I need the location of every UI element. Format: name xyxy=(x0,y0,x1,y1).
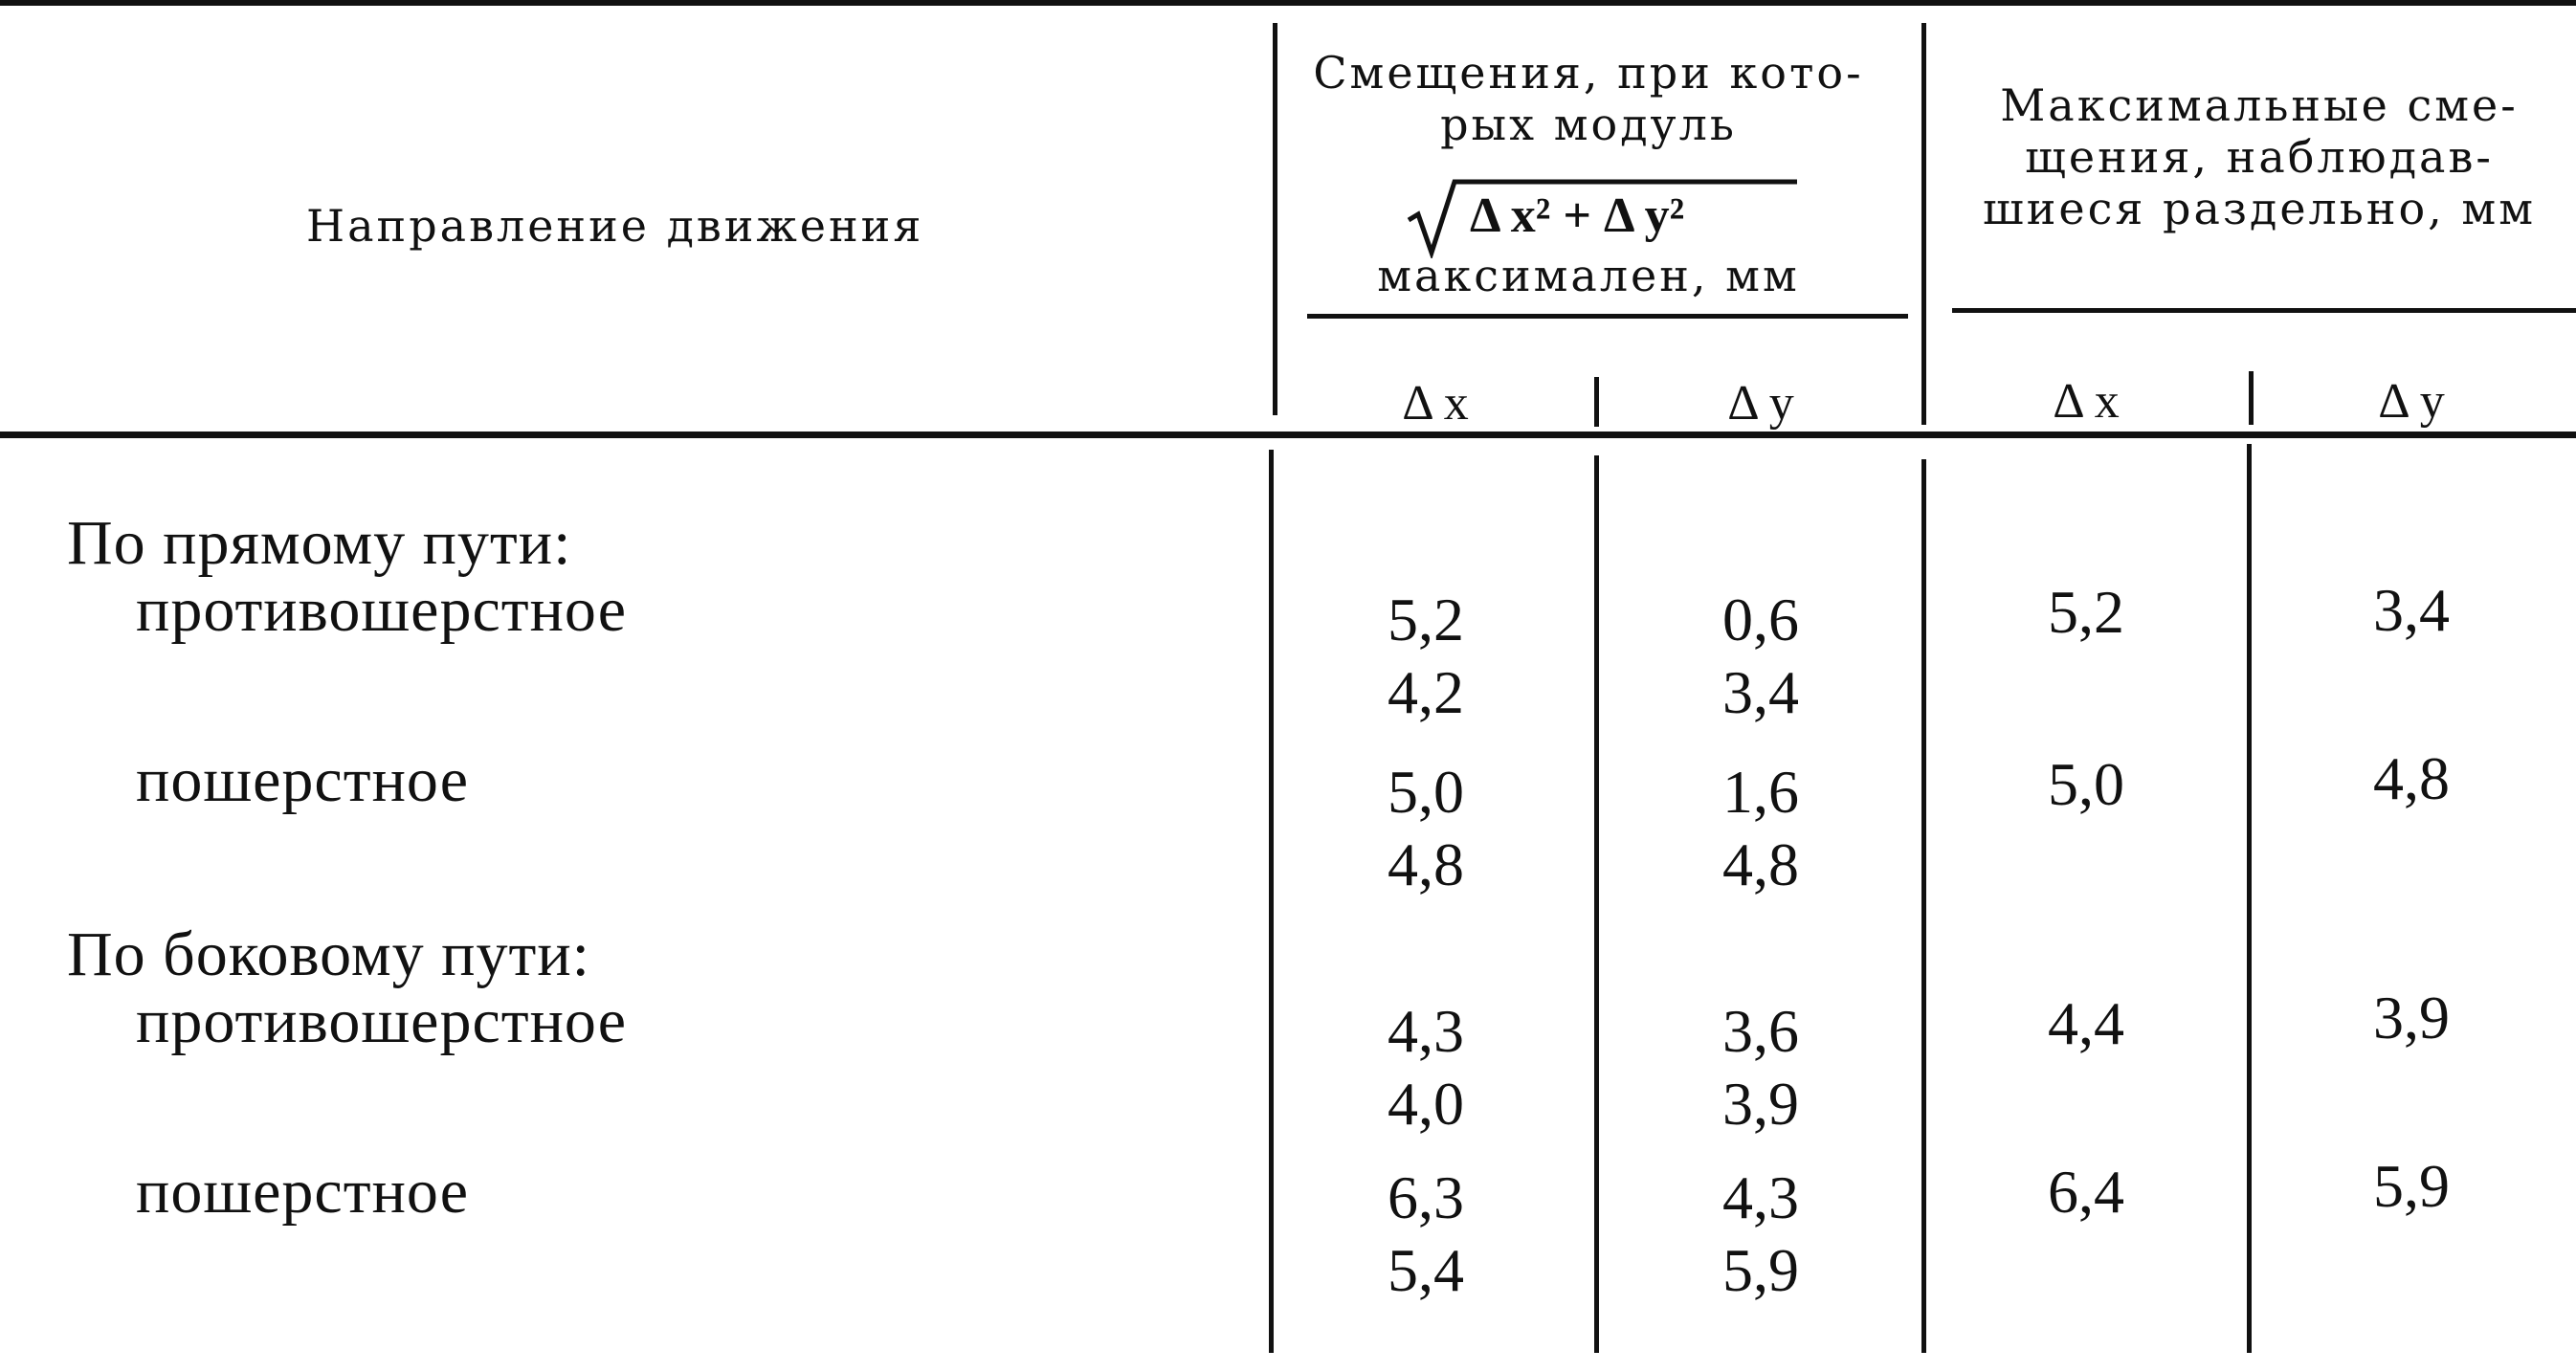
group2-header-line3: шиеся раздельно, мм xyxy=(1983,183,2536,234)
cell-max-dy: 3,9 xyxy=(2373,984,2450,1051)
row-label-side-along: пошерстное xyxy=(136,1157,469,1227)
cell-dy: 1,6 4,8 xyxy=(1722,758,1799,898)
body-divider-4 xyxy=(2247,444,2252,1353)
body-divider-1 xyxy=(1269,450,1274,1353)
cell-dy: 0,6 3,4 xyxy=(1722,586,1799,726)
cell-max-dx: 4,4 xyxy=(2048,989,2124,1057)
formula-expression: Δ x² + Δ y² xyxy=(1470,188,1685,243)
col-header-dy-1: Δ y xyxy=(1727,376,1794,431)
col-header-dx-1: Δ x xyxy=(1402,376,1469,431)
group1-header-tail: максимален, мм xyxy=(1377,250,1800,301)
group2-header-line2: щения, наблюдав- xyxy=(2025,131,2494,183)
cell-dx: 5,0 4,8 xyxy=(1388,758,1464,898)
cell-dx: 5,2 4,2 xyxy=(1388,586,1464,726)
cell-dx: 6,3 5,4 xyxy=(1388,1163,1464,1304)
cell-max-dy: 3,4 xyxy=(2373,576,2450,644)
cell-max-dy: 4,8 xyxy=(2373,744,2450,812)
col-header-dx-2: Δ x xyxy=(2053,374,2120,429)
cell-max-dy: 5,9 xyxy=(2373,1152,2450,1220)
direction-header: Направление движения xyxy=(306,200,924,252)
header-bottom-rule xyxy=(0,432,2576,438)
cell-dy: 3,6 3,9 xyxy=(1722,997,1799,1138)
header-divider-4 xyxy=(2249,371,2254,425)
group1-header-line1: Смещения, при кото- xyxy=(1313,47,1864,99)
row-label-straight: По прямому пути: xyxy=(67,508,572,578)
col-header-dy-2: Δ y xyxy=(2378,374,2445,429)
header-divider-3 xyxy=(1594,377,1599,427)
group2-underline xyxy=(1952,308,2576,313)
group2-header-line1: Максимальные сме- xyxy=(2000,79,2519,131)
row-label-side: По боковому пути: xyxy=(67,919,590,989)
cell-max-dx: 6,4 xyxy=(2048,1158,2124,1226)
cell-dy: 4,3 5,9 xyxy=(1722,1163,1799,1304)
top-rule xyxy=(0,0,2576,6)
cell-max-dx: 5,2 xyxy=(2048,578,2124,646)
body-divider-2 xyxy=(1594,455,1599,1353)
group1-underline xyxy=(1307,314,1908,319)
row-label-side-against: противошерстное xyxy=(136,986,627,1056)
cell-max-dx: 5,0 xyxy=(2048,750,2124,818)
group1-header-line2: рых модуль xyxy=(1440,99,1737,150)
header-divider-2 xyxy=(1921,23,1926,425)
row-label-straight-against: противошерстное xyxy=(136,575,627,645)
row-label-straight-along: пошерстное xyxy=(136,745,469,815)
header-divider-1 xyxy=(1273,23,1277,415)
body-divider-3 xyxy=(1921,459,1926,1353)
cell-dx: 4,3 4,0 xyxy=(1388,997,1464,1138)
